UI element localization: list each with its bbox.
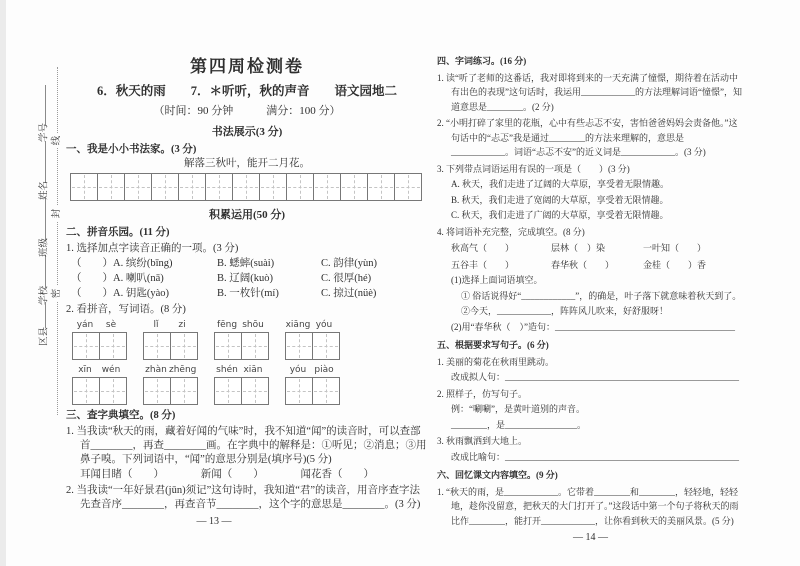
option-c: C. 秋天，我们走进了广阔的大草原，享受着无限情趣。: [451, 210, 669, 220]
question-text: 4. 将词语补充完整，完成填空。(8 分): [437, 226, 585, 237]
pinyin-syllable: zhàn: [145, 365, 167, 375]
grid-cell: [124, 173, 152, 201]
question-text: 1. “秋天的雨，是____________。它带着________和________，轻轻地，轻轻地，趁你没留意，把秋天的大门打开了。”这段话中第一个句子将秋天的雨比作________，能打开____________，让你看到秋天的美丽风景。(5 分): [437, 486, 739, 526]
pinyin-syllable: yóu: [289, 365, 307, 375]
grid-cell: [151, 173, 179, 201]
grid-cell: [97, 173, 125, 201]
writing-cell: [170, 332, 198, 360]
pinyin-syllable: fēng: [216, 320, 238, 330]
pinyin-syllable: shōu: [242, 320, 264, 330]
writing-cell: [99, 332, 127, 360]
banner-accumulation: 积累运用(50 分): [208, 209, 286, 221]
question-text: 3. 秋雨飘洒到大地上。: [437, 436, 528, 446]
writing-box: [72, 332, 127, 360]
writing-cell: [285, 332, 313, 360]
pinyin-row: [72, 320, 428, 360]
banner-calligraphy: 书法展示(3 分): [211, 126, 283, 138]
question-text: 2. 当我读“一年好景君(jūn)须记”这句诗时，我知道“君”的读音，用音序查字法先查音序________，再查音节________，这个字的意思是________。(3 分): [66, 485, 421, 510]
grid-cell: [259, 173, 287, 201]
pinyin-word-group: [214, 365, 269, 405]
pinyin-syllable: zhēng: [169, 365, 197, 375]
grid-cell: [232, 173, 260, 201]
writing-box: [143, 377, 198, 405]
writing-box: [285, 332, 340, 360]
pinyin-label: [214, 320, 269, 332]
choice-a: （ ）A. 钥匙(yào): [71, 288, 169, 299]
option-a: A. 秋天，我们走进了辽阔的大草原，享受着无限情趣。: [451, 179, 670, 189]
pinyin-label: [285, 365, 340, 377]
subquestion-text: ① 俗话说得好“____________”，的确是，叶子落下就意味着秋天到了。: [461, 290, 742, 301]
section6-heading: 六、回忆课文内容填空。(9 分): [437, 470, 558, 480]
word-item: 层林（ ）染: [551, 243, 606, 253]
section4-heading: 四、字词练习。(16 分): [437, 56, 527, 66]
pinyin-label: [214, 365, 269, 377]
sidebar-label-school: 学校: [39, 286, 50, 306]
writing-cell: [99, 377, 127, 405]
calligraphy-grid: [70, 173, 428, 201]
pinyin-syllable: sè: [105, 320, 117, 330]
question-text: 1. 当我读“秋天的雨，藏着好闻的气味”时，我不知道“闻”的读音时，可以查部首________，再查________画。在字典中的解释是：①听见；②消息；③用鼻子嗅。下列词语中，“闻”的意思分别是(填序号)(5 分): [66, 426, 427, 465]
exam-page-left: [66, 57, 428, 529]
page-edge-shadow: [0, 0, 6, 566]
pinyin-syllable: shén: [216, 365, 238, 375]
pinyin-label: [285, 320, 340, 332]
pinyin-word-group: [72, 365, 127, 405]
section1-heading: 一、我是小小书法家。(3 分): [66, 144, 197, 155]
choice-b: B. 蟋蟀(suài): [217, 258, 275, 269]
option-b: B. 秋天，我们走进了宽阔的大草原，享受着无限情趣。: [451, 194, 669, 205]
subquestion-text: (2)用“春华秋（ ）”造句：________________________________________: [451, 321, 735, 332]
question-text: 2. “小明打碎了家里的花瓶，心中有些忐忑不安，害怕爸爸妈妈会责备他。”这句话中的“忐忑”我是通过________的方法来理解的，意思是____________。词语“忐忑不安”的近义词是____________。(3 分): [437, 118, 738, 157]
pinyin-syllable: lǐ: [153, 320, 159, 330]
answer-blank-line: 改成比喻句：____________________________________________________: [451, 451, 740, 462]
pinyin-syllable: wén: [101, 365, 121, 375]
calligraphy-sentence: 解落三秋叶，能开二月花。: [184, 158, 310, 169]
fill-words-line: 耳闻目睹（ ） 新闻（ ） 闻花香（ ）: [80, 469, 374, 480]
writing-box: [285, 377, 340, 405]
word-item: 春华秋（ ）: [551, 259, 615, 270]
pinyin-syllable: xīn: [78, 365, 92, 375]
grid-cell: [313, 173, 341, 201]
page-number-right: — 14 —: [573, 532, 608, 543]
pinyin-word-group: [143, 320, 198, 360]
writing-cell: [143, 332, 171, 360]
writing-cell: [170, 377, 198, 405]
grid-cell: [340, 173, 368, 201]
writing-box: [214, 377, 269, 405]
grid-cell: [286, 173, 314, 201]
word-item: 五谷丰（ ）: [451, 259, 515, 270]
word-completion-row: [437, 258, 744, 273]
sidebar-label-name: 姓名: [39, 181, 50, 201]
section2-heading: 二、拼音乐园。(11 分): [66, 227, 170, 238]
grid-cell: [205, 173, 233, 201]
pinyin-syllable: xiān: [243, 365, 263, 375]
choice-c: C. 掠过(nüè): [321, 288, 377, 299]
word-completion-row: [437, 241, 744, 256]
sidebar-label-district: 区县: [39, 327, 50, 347]
lesson-subtitle: 6．秋天的雨 7．＊听听，秋的声音 语文园地二: [96, 84, 397, 98]
pinyin-label: [143, 320, 198, 332]
sidebar-label-student-number: 学号: [39, 123, 50, 143]
writing-cell: [214, 332, 242, 360]
pinyin-syllable: piào: [314, 365, 334, 375]
writing-box: [143, 332, 198, 360]
grid-cell: [394, 173, 422, 201]
pinyin-word-group: [214, 320, 269, 360]
word-item: 金桂（ ）香: [643, 259, 707, 270]
choice-row: [66, 257, 428, 271]
sidebar-label-class: 班级: [39, 238, 50, 258]
exam-title: 第四周检测卷: [190, 57, 304, 76]
exam-page-right: [437, 54, 744, 546]
pinyin-syllable: yóu: [315, 320, 333, 330]
pinyin-word-group: [285, 320, 340, 360]
pinyin-label: [72, 365, 127, 377]
subquestion-text: ②今天，____________，阵阵风儿吹来，好舒服呀！: [461, 306, 669, 316]
question-text: 2. 看拼音，写词语。(8 分): [66, 304, 186, 315]
pinyin-word-group: [285, 365, 340, 405]
writing-box: [214, 332, 269, 360]
answer-blank-line: ________，是________________。: [451, 419, 587, 430]
writing-cell: [214, 377, 242, 405]
seal-dotted-line: [57, 67, 58, 415]
section5-heading: 五、根据要求写句子。(6 分): [437, 340, 549, 350]
choice-b: B. 一枚针(mí): [217, 288, 279, 299]
grid-cell: [367, 173, 395, 201]
page-number-left: — 13 —: [196, 516, 232, 527]
question-text: 1. 美丽的菊花在秋雨里跳动。: [437, 356, 555, 367]
writing-cell: [241, 377, 269, 405]
choice-row: [66, 287, 428, 301]
grid-cell: [178, 173, 206, 201]
pinyin-row: [72, 365, 428, 405]
exam-meta: （时间：90 分钟 满分：100 分）: [153, 105, 341, 117]
pinyin-syllable: zi: [178, 320, 186, 330]
writing-cell: [72, 332, 100, 360]
question-text: 1. 读“听了老师的这番话，我对即将到来的一天充满了憧憬，期待着在活动中有出色的表现”这句话时，我运用____________的方法理解词语“憧憬”，知道意思是________。(2 分): [437, 72, 742, 112]
answer-blank-line: 改成拟人句：____________________________________________________: [451, 372, 740, 382]
pinyin-syllable: yán: [76, 320, 94, 330]
seal-char-line: 线: [50, 133, 65, 148]
section3-heading: 三、查字典填空。(8 分): [66, 410, 176, 421]
question-text: 2. 照样子，仿写句子。: [437, 388, 528, 399]
writing-cell: [312, 377, 340, 405]
writing-box: [72, 377, 127, 405]
choice-b: B. 辽阔(kuò): [217, 273, 273, 284]
choice-a: （ ）A. 喇叭(nā): [71, 273, 164, 284]
example-sentence: 例：“唰唰”，是黄叶道别的声音。: [451, 404, 585, 414]
writing-cell: [285, 377, 313, 405]
word-item: 秋高气（ ）: [451, 243, 515, 253]
seal-char-mi: 密: [50, 286, 65, 301]
choice-c: C. 很厚(hé): [321, 273, 372, 284]
pinyin-label: [143, 365, 198, 377]
grid-cell: [70, 173, 98, 201]
seal-char-feng: 封: [50, 206, 65, 221]
pinyin-word-group: [72, 320, 127, 360]
pinyin-label: [72, 320, 127, 332]
choice-row: [66, 272, 428, 286]
pinyin-syllable: xiāng: [285, 320, 311, 330]
question-text: 3. 下列带点词语运用有误的一项是（ ）(3 分): [437, 163, 630, 174]
writing-cell: [143, 377, 171, 405]
choice-c: C. 韵律(yùn): [321, 258, 377, 269]
subquestion-text: (1)选择上面词语填空。: [451, 275, 543, 285]
question-text: 1. 选择加点字读音正确的一项。(3 分): [66, 243, 239, 254]
choice-a: （ ）A. 缤纷(bīng): [71, 258, 173, 269]
writing-cell: [312, 332, 340, 360]
pinyin-word-group: [143, 365, 198, 405]
writing-cell: [72, 377, 100, 405]
writing-cell: [241, 332, 269, 360]
word-item: 一叶知（ ）: [643, 243, 707, 253]
